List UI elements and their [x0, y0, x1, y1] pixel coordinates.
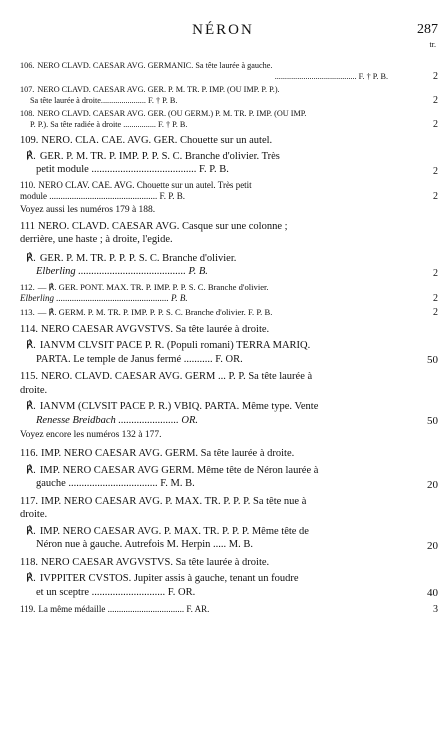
- reverse-marker: ℟.: [26, 401, 36, 412]
- entry-108: [20, 108, 438, 130]
- entry-description: gauche .................................. F. M. B.: [36, 478, 195, 489]
- entry-price: 2: [433, 95, 438, 106]
- entry-118-reverse: [20, 572, 438, 599]
- entry-number: 109.: [20, 135, 39, 146]
- entry-109: [20, 134, 418, 148]
- entry-description: Elberling .................................................. P. B.: [20, 292, 188, 303]
- reverse-marker: — ℟.: [37, 281, 57, 292]
- entry-113: [20, 306, 438, 318]
- entry-description: droite.: [20, 384, 48, 396]
- entry-legend: GER. P. M. TR. P. P. P. S. C. Branche d'olivier.: [39, 252, 237, 264]
- note-text: Voyez aussi les numéros 179 à 188.: [20, 204, 156, 215]
- reverse-marker: ℟.: [26, 525, 36, 537]
- entry-110: [20, 179, 438, 202]
- entry-118: [20, 556, 418, 570]
- entry-115-reverse: [20, 400, 438, 427]
- catalogue-entries: [20, 60, 438, 615]
- entry-price: 2: [433, 119, 438, 130]
- entry-119: [20, 604, 438, 615]
- entry-117-reverse: [20, 525, 438, 552]
- entry-number: 118.: [20, 556, 38, 568]
- entry-price: 3: [433, 604, 438, 615]
- entry-106: [20, 60, 438, 82]
- entry-description: Sa tête laurée à droite...................... F. † P. B.: [30, 96, 178, 105]
- entry-legend: NERO CLAVD. CAESAR AVG. GER. (OU GERM.) P. M. TR. P. IMP. (OU IMP.: [37, 109, 307, 118]
- entry-111: [20, 220, 418, 247]
- entry-description: droite.: [20, 509, 48, 520]
- entry-legend: NERO CLAV. CAE. AVG. Chouette sur un autel. Très petit: [38, 179, 252, 190]
- entry-number: 106.: [20, 61, 35, 70]
- entry-116-reverse: [20, 464, 438, 491]
- page-title: NÉRON: [192, 22, 254, 38]
- entry-legend: GER. P. M. TR. P. IMP. P. P. S. C. Branche d'olivier. Très: [39, 150, 280, 162]
- entry-price: 2: [433, 165, 438, 177]
- entry-116: [20, 447, 418, 461]
- entry-price: 2: [433, 267, 438, 279]
- reverse-marker: ℟.: [26, 340, 36, 351]
- entry-legend: NERO CLAVD. CAESAR AVG. GER. P. M. TR. P. IMP. (OU IMP. P. P.).: [37, 85, 280, 94]
- entry-description: ........................................ F. † P. B.: [274, 72, 388, 81]
- entry-description: module ................................................ F. P. B.: [20, 190, 186, 201]
- entry-number: 107.: [20, 85, 35, 94]
- entry-number: 111: [20, 220, 35, 232]
- entry-legend: IMP. NERO CAESAR AVG. P. MAX. TR. P. P. P. Même tête de: [39, 525, 309, 537]
- entry-legend: NERO. CLAVD. CAESAR AVG. GERM ... P. P. Sa tête laurée à: [41, 371, 313, 382]
- entry-number: 108.: [20, 109, 35, 118]
- entry-legend: NERO CAESAR AVGVSTVS. Sa tête laurée à droite.: [41, 323, 270, 335]
- entry-114: [20, 323, 418, 337]
- entry-legend: IANVM CLVSIT PACE P. R. (Populi romani) TERRA MARIQ.: [39, 340, 311, 351]
- page-header: [0, 22, 446, 49]
- entry-legend: NERO. CLAVD. CAESAR AVG. Casque sur une colonne ;: [37, 220, 288, 232]
- entry-legend: IMP. NERO CAESAR AVG. P. MAX. TR. P. P. P. Sa tête nue à: [41, 495, 307, 507]
- entry-price: 50: [427, 354, 438, 366]
- entry-legend: IMP. NERO CAESAR AVG. GERM. Sa tête laurée à droite.: [41, 448, 295, 459]
- entry-price: 20: [427, 478, 438, 491]
- reverse-marker: ℟.: [26, 252, 36, 264]
- entry-description: Renesse Breidbach ....................... OR.: [36, 414, 199, 426]
- entry-number: 119.: [20, 604, 36, 614]
- entry-price: 20: [427, 539, 438, 552]
- entry-legend: NERO. CLA. CAE. AVG. GER. Chouette sur un autel.: [41, 135, 273, 146]
- reverse-marker: ℟.: [26, 464, 36, 476]
- entry-legend: IVPPITER CVSTOS. Jupiter assis à gauche, tenant un foudre: [39, 573, 299, 584]
- entry-legend: NERO CLAVD. CAESAR AVG. GERMANIC. Sa tête laurée à gauche.: [37, 61, 273, 70]
- entry-107: [20, 84, 438, 106]
- entry-112: [20, 281, 438, 304]
- cross-reference-note: [20, 205, 418, 216]
- note-text: Voyez encore les numéros 132 à 177.: [20, 430, 162, 440]
- entry-price: 2: [433, 71, 438, 82]
- entry-price: 40: [427, 587, 438, 599]
- entry-price: 2: [433, 292, 438, 304]
- entry-109-reverse: [20, 150, 438, 177]
- entry-number: 116.: [20, 448, 38, 459]
- entry-legend: La même médaille .................................. F. AR.: [38, 604, 210, 614]
- entry-description: Elberling ......................................... P. B.: [36, 266, 208, 277]
- reverse-marker: ℟.: [26, 573, 36, 584]
- entry-price: 2: [433, 306, 438, 318]
- entry-description: PARTA. Le temple de Janus fermé ........... F. OR.: [36, 353, 243, 365]
- entry-legend: IANVM (CLVSIT PACE P. R.) VBIQ. PARTA. Même type. Vente: [39, 401, 319, 412]
- entry-117: [20, 495, 418, 522]
- entry-number: 112.: [20, 281, 35, 292]
- entry-number: 113.: [20, 306, 35, 317]
- entry-price: 50: [427, 415, 438, 427]
- cross-reference-note: [20, 430, 418, 441]
- entry-115: [20, 370, 418, 397]
- entry-legend: IMP. NERO CAESAR AVG GERM. Même tête de Néron laurée à: [39, 464, 319, 476]
- entry-description: derrière, une haste ; à droite, l'egide.: [20, 234, 173, 245]
- entry-description: P. P.). Sa tête radiée à droite ................ F. † P. B.: [30, 120, 188, 129]
- entry-number: 114.: [20, 323, 38, 335]
- entry-number: 110.: [20, 179, 36, 190]
- entry-114-reverse: [20, 339, 438, 366]
- entry-price: 2: [433, 190, 438, 202]
- entry-number: 117.: [20, 495, 38, 507]
- reverse-marker: ℟.: [26, 150, 36, 162]
- entry-legend: NERO CAESAR AVGVSTVS. Sa tête laurée à droite.: [41, 556, 270, 568]
- entry-description: petit module ........................................ F. P. B.: [36, 164, 229, 175]
- page-number: 287: [417, 22, 438, 37]
- entry-description: Néron nue à gauche. Autrefois M. Herpin ..... M. B.: [36, 539, 253, 550]
- entry-legend: GERM. P. M. TR. P. IMP. P. P. S. C. Branche d'olivier. F. P. B.: [58, 306, 273, 317]
- page-marker: tr.: [429, 40, 436, 49]
- entry-number: 115.: [20, 371, 38, 382]
- entry-111-reverse: [20, 252, 438, 279]
- reverse-marker: — ℟.: [37, 306, 57, 317]
- entry-legend: GER. PONT. MAX. TR. P. IMP. P. P. S. C. Branche d'olivier.: [58, 281, 269, 292]
- entry-description: et un sceptre ............................ F. OR.: [36, 586, 196, 598]
